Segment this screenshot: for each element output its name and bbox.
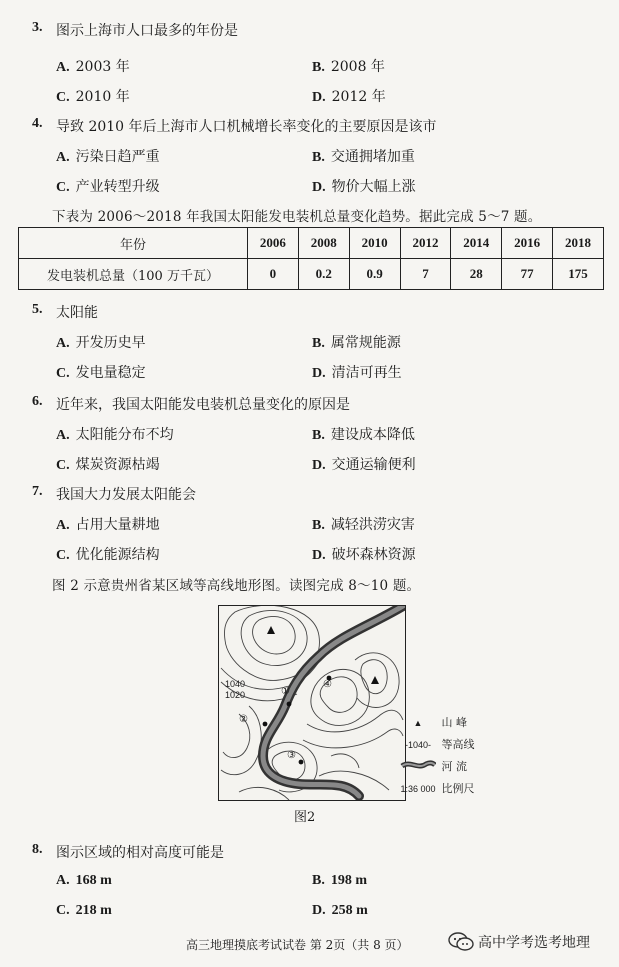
option-label: B. [312, 518, 325, 533]
option-text: 占用大量耕地 [75, 517, 160, 533]
question-number: 8. [32, 842, 43, 857]
option-text: 煤炭资源枯竭 [75, 457, 160, 473]
option-text: 减轻洪涝灾害 [330, 517, 415, 533]
option-c[interactable] [56, 454, 160, 474]
option-label: C. [56, 548, 70, 563]
solar-capacity-table [18, 227, 604, 290]
option-d[interactable] [312, 176, 416, 196]
legend-text: 比例尺 [441, 782, 475, 795]
option-label: A. [56, 428, 70, 443]
option-label: D. [312, 548, 326, 563]
option-label: C. [56, 366, 70, 381]
map-legend [398, 714, 508, 802]
option-text: 交通拥堵加重 [330, 149, 415, 165]
section-intro: 下表为 2006～2018 年我国太阳能发电装机总量变化趋势。据此完成 5～7 题。 [52, 209, 542, 225]
option-b[interactable] [312, 146, 415, 166]
year-cell: 2014 [451, 228, 502, 259]
option-text: 2003 年 [75, 59, 130, 75]
wechat-logo-icon [448, 932, 474, 956]
legend-peak [398, 714, 508, 736]
point-label-2: ② [239, 714, 248, 725]
year-cell: 2010 [349, 228, 400, 259]
year-cell: 2012 [400, 228, 451, 259]
option-d[interactable] [312, 454, 416, 474]
legend-symbol: ▲ [413, 718, 423, 728]
legend-text: 等高线 [441, 738, 475, 751]
section-intro: 图 2 示意贵州省某区域等高线地形图。读图完成 8～10 题。 [52, 578, 421, 594]
question-number: 7. [32, 484, 43, 499]
option-label: D. [312, 903, 326, 918]
option-text: 清洁可再生 [331, 365, 402, 381]
figure-caption: 图2 [294, 810, 316, 825]
option-b[interactable] [312, 424, 415, 444]
legend-scale [398, 780, 508, 802]
option-text: 物价大幅上涨 [331, 179, 416, 195]
option-text: 258 m [331, 903, 368, 918]
question-text: 图示区域的相对高度可能是 [56, 845, 224, 861]
point-label-3: ③ [287, 750, 296, 761]
option-label: C. [56, 180, 70, 195]
value-cell: 175 [553, 259, 604, 290]
question-text: 太阳能 [56, 305, 98, 321]
row-header-year: 年份 [19, 228, 248, 259]
option-b[interactable] [312, 872, 367, 889]
option-label: C. [56, 458, 70, 473]
option-text: 优化能源结构 [75, 547, 160, 563]
contour-label-1040: 1040 [225, 679, 246, 689]
option-label: A. [56, 518, 70, 533]
point-label-1: ① [281, 686, 290, 697]
year-cell: 2018 [553, 228, 604, 259]
legend-text: 山 峰 [441, 716, 467, 729]
question-number: 6. [32, 394, 43, 409]
value-cell: 77 [502, 259, 553, 290]
contour-map [218, 605, 406, 801]
option-label: C. [56, 903, 70, 918]
option-label: D. [312, 458, 326, 473]
option-text: 污染日趋严重 [75, 149, 160, 165]
river [263, 606, 403, 796]
option-label: A. [56, 336, 70, 351]
option-a[interactable] [56, 146, 160, 166]
option-text: 168 m [75, 873, 112, 888]
option-b[interactable] [312, 56, 385, 76]
question-text: 图示上海市人口最多的年份是 [56, 23, 238, 39]
option-text: 2008 年 [330, 59, 385, 75]
option-d[interactable] [312, 544, 416, 564]
peak-icon [371, 676, 379, 684]
question-number: 5. [32, 302, 43, 317]
question-text: 近年来，我国太阳能发电装机总量变化的原因是 [56, 397, 350, 413]
option-text: 交通运输便利 [331, 457, 416, 473]
legend-contour [398, 736, 508, 758]
option-c[interactable] [56, 902, 112, 919]
legend-symbol: -1040- [404, 740, 431, 750]
page-footer: 高三地理摸底考试试卷 第 2页（共 8 页） [186, 938, 409, 952]
value-cell: 0.9 [349, 259, 400, 290]
option-label: D. [312, 90, 326, 105]
option-c[interactable] [56, 544, 160, 564]
year-cell: 2016 [502, 228, 553, 259]
option-b[interactable] [312, 332, 401, 352]
option-d[interactable] [312, 86, 386, 106]
question-text: 我国大力发展太阳能会 [56, 487, 196, 503]
value-cell: 0.2 [298, 259, 349, 290]
option-label: D. [312, 366, 326, 381]
legend-text: 河 流 [441, 760, 467, 773]
contour-lines [221, 606, 403, 800]
option-label: B. [312, 336, 325, 351]
option-c[interactable] [56, 176, 160, 196]
peak-icon [267, 626, 275, 634]
question-number: 4. [32, 116, 43, 131]
value-cell: 0 [248, 259, 299, 290]
option-text: 2012 年 [331, 89, 386, 105]
option-text: 破坏森林资源 [331, 547, 416, 563]
option-a[interactable] [56, 872, 112, 889]
option-a[interactable] [56, 56, 130, 76]
option-text: 产业转型升级 [75, 179, 160, 195]
option-label: B. [312, 60, 325, 75]
table-row [19, 228, 604, 259]
option-a[interactable] [56, 424, 174, 444]
option-text: 198 m [330, 873, 368, 888]
option-c[interactable] [56, 86, 130, 106]
table-row [19, 259, 604, 290]
option-text: 属常规能源 [330, 335, 401, 351]
option-text: 2010 年 [75, 89, 130, 105]
option-a[interactable] [56, 514, 160, 534]
contour-map-drawing [219, 606, 405, 800]
option-d[interactable] [312, 902, 368, 919]
option-a[interactable] [56, 332, 146, 352]
point-label-4: ④ [323, 679, 332, 690]
option-label: B. [312, 873, 325, 888]
option-label: A. [56, 873, 70, 888]
option-label: B. [312, 150, 325, 165]
option-d[interactable] [312, 362, 402, 382]
option-label: A. [56, 60, 70, 75]
option-text: 建设成本降低 [330, 427, 415, 443]
option-label: A. [56, 150, 70, 165]
option-text: 发电量稳定 [75, 365, 146, 381]
legend-river [398, 758, 508, 780]
year-cell: 2006 [248, 228, 299, 259]
option-label: D. [312, 180, 326, 195]
option-text: 218 m [75, 903, 112, 918]
value-cell: 7 [400, 259, 451, 290]
contour-label-1020: 1020 [225, 690, 246, 700]
brand-name: 高中学考选考地理 [478, 935, 590, 951]
option-c[interactable] [56, 362, 146, 382]
row-header-capacity: 发电装机总量（100 万千瓦） [19, 259, 248, 290]
year-cell: 2008 [298, 228, 349, 259]
option-text: 开发历史早 [75, 335, 146, 351]
option-text: 太阳能分布不均 [75, 427, 174, 443]
value-cell: 28 [451, 259, 502, 290]
option-b[interactable] [312, 514, 415, 534]
river-legend-icon [398, 760, 438, 773]
option-label: B. [312, 428, 325, 443]
question-text: 导致 2010 年后上海市人口机械增长率变化的主要原因是该市 [56, 119, 437, 135]
legend-symbol: 1:36 000 [400, 784, 436, 794]
option-label: C. [56, 90, 70, 105]
question-number: 3. [32, 20, 43, 35]
